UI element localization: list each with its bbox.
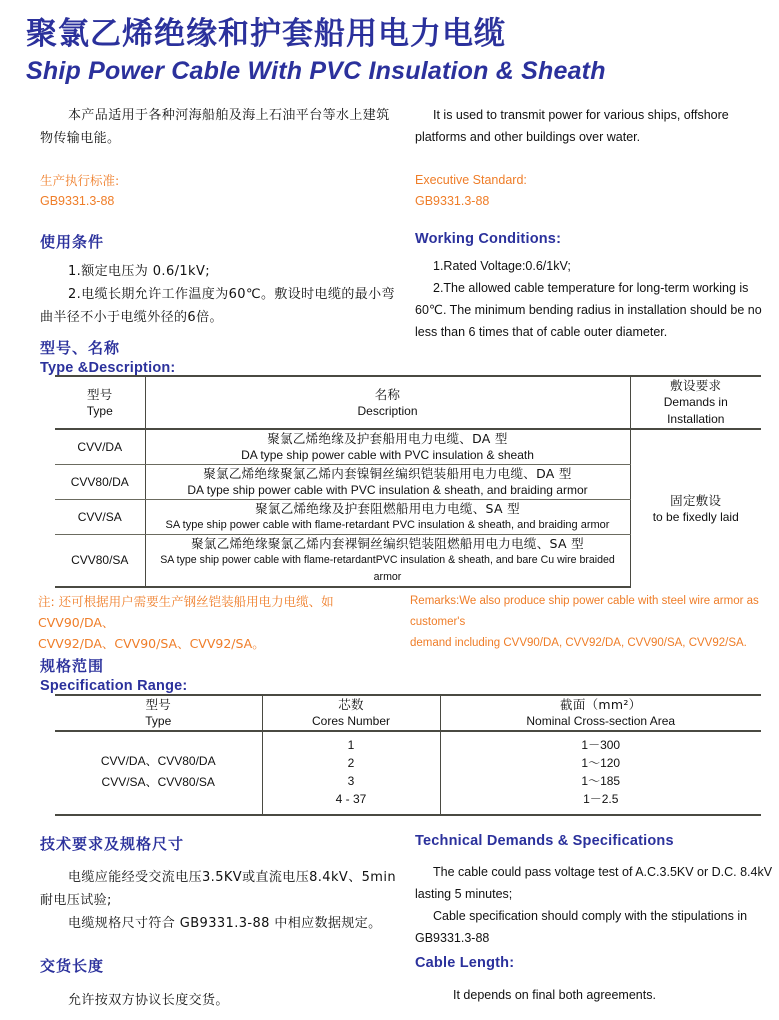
spec-section-heading-english: Specification Range: [40, 678, 188, 694]
technical-item-2-english: Cable specification should comply with the stipulations in GB9331.3-88 [415, 909, 748, 945]
cell-description: 聚氯乙烯绝缘及护套阻燃船用电力电缆、SA 型 SA type ship power cable with flame-retardant PVC insulation & sheath, and braiding armor [145, 500, 630, 535]
remarks-english-line-2: demand including CVV90/DA, CVV92/DA, CVV90/SA, CVV92/SA. [410, 637, 747, 649]
cell-type: CVV/DA [55, 429, 145, 465]
col-header-demands: 敷设要求 Demands in Installation [630, 376, 761, 429]
cell-description: 聚氯乙烯绝缘聚氯乙烯内套镍铜丝编织铠装船用电力电缆、DA 型 DA type ship power cable with PVC insulation & sheath, and braiding armor [145, 465, 630, 500]
intro-paragraph-english: It is used to transmit power for various ships, offshore platforms and other buildings over water. [415, 108, 729, 144]
working-conditions-item-2-chinese: 2.电缆长期允许工作温度为60℃。敷设时电缆的最小弯曲半径不小于电缆外径的6倍。 [40, 287, 395, 325]
cell-type: CVV/SA [55, 500, 145, 535]
table-row [55, 429, 761, 465]
cell-description: 聚氯乙烯绝缘聚氯乙烯内套裸铜丝编织铠装阻燃船用电力电缆、SA 型 SA type ship power cable with flame-retardantPVC insulation & sheath, and bare Cu wire braided armor [145, 535, 630, 588]
standard-label-english: Executive Standard: [415, 173, 527, 187]
col-header-cross-section-area: 截面（mm²） Nominal Cross-section Area [440, 695, 761, 731]
cell-type: CVV80/DA [55, 465, 145, 500]
remarks-chinese-line-2: CVV92/DA、CVV90/SA、CVV92/SA。 [38, 636, 265, 651]
technical-heading-chinese: 技术要求及规格尺寸 [40, 835, 185, 853]
cell-cores: 1 2 3 4 - 37 [262, 731, 440, 815]
standard-value-chinese: GB9331.3-88 [40, 194, 115, 208]
cell-demands: 固定敷设 to be fixedly laid [652, 492, 739, 524]
table-row [55, 731, 761, 815]
cell-description: 聚氯乙烯绝缘及护套船用电力电缆、DA 型 DA type ship power cable with PVC insulation & sheath [145, 429, 630, 465]
working-conditions-item-1-chinese: 1.额定电压为 0.6/1kV; [68, 264, 211, 279]
cell-type: CVV80/SA [55, 535, 145, 588]
intro-paragraph-chinese: 本产品适用于各种河海船舶及海上石油平台等水上建筑物传输电能。 [40, 108, 390, 146]
cable-length-heading-chinese: 交货长度 [40, 957, 105, 975]
technical-heading-english: Technical Demands & Specifications [415, 833, 674, 849]
working-conditions-item-2-english: 2.The allowed cable temperature for long-term working is 60℃. The minimum bending radius in installation should be no less than 6 times that of cable outer diameter. [415, 281, 762, 339]
standard-value-english: GB9331.3-88 [415, 194, 490, 208]
specification-range-table [55, 694, 761, 816]
cable-length-heading-english: Cable Length: [415, 955, 515, 971]
spec-section-heading-chinese: 规格范围 [40, 657, 105, 675]
col-header-type: 型号 Type [55, 376, 145, 429]
type-section-heading-chinese: 型号、名称 [40, 339, 121, 357]
remarks-chinese-line-1: 注: 还可根据用户需要生产钢丝铠装船用电力电缆、如CVV90/DA、 [38, 594, 334, 630]
type-section-heading-english: Type &Description: [40, 360, 176, 376]
cable-length-text-chinese: 允许按双方协议长度交货。 [68, 993, 229, 1008]
table-header-row [55, 376, 761, 429]
col-header-type: 型号 Type [55, 695, 262, 731]
page-title-english: Ship Power Cable With PVC Insulation & Sheath [26, 57, 606, 85]
table-header-row [55, 695, 761, 731]
remarks-english-line-1: Remarks:We also produce ship power cable with steel wire armor as customer's [410, 595, 759, 628]
cell-areas: 1－300 1～120 1～185 1－2.5 [440, 731, 761, 815]
technical-item-1-chinese: 电缆应能经受交流电压3.5KV或直流电压8.4kV、5min耐电压试验; [40, 870, 396, 908]
page-title-chinese: 聚氯乙烯绝缘和护套船用电力电缆 [26, 16, 506, 52]
cell-types: CVV/DA、CVV80/DA CVV/SA、CVV80/SA [55, 731, 262, 815]
standard-label-chinese: 生产执行标准: [40, 173, 120, 188]
working-conditions-heading-english: Working Conditions: [415, 231, 562, 247]
technical-item-2-chinese: 电缆规格尺寸符合 GB9331.3-88 中相应数据规定。 [68, 916, 382, 931]
working-conditions-heading-chinese: 使用条件 [40, 233, 105, 251]
cable-length-text-english: It depends on final both agreements. [453, 988, 656, 1002]
col-header-description: 名称 Description [145, 376, 630, 429]
technical-item-1-english: The cable could pass voltage test of A.C.3.5KV or D.C. 8.4kV lasting 5 minutes; [415, 865, 773, 901]
col-header-cores-number: 芯数 Cores Number [262, 695, 440, 731]
working-conditions-item-1-english: 1.Rated Voltage:0.6/1kV; [433, 259, 571, 273]
type-description-table [55, 375, 761, 588]
